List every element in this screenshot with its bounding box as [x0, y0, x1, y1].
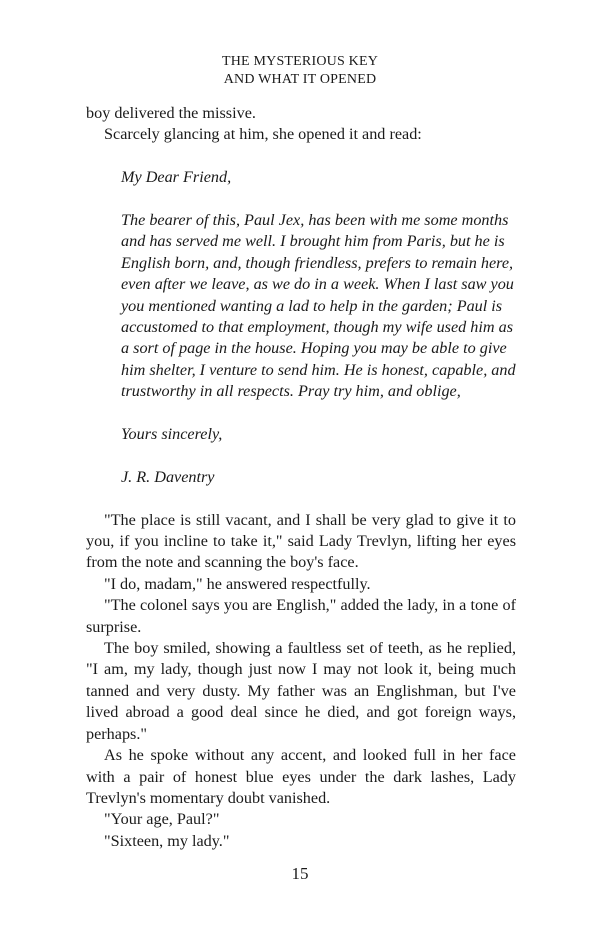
paragraph: Scarcely glancing at him, she opened it and read:: [104, 125, 422, 144]
letter-salutation: My Dear Friend,: [121, 168, 232, 187]
page-number: 15: [291, 864, 309, 883]
paragraph: "Your age, Paul?": [104, 810, 220, 829]
running-head-line-1: THE MYSTERIOUS KEY: [221, 54, 379, 69]
spacer: [121, 445, 516, 466]
spacer: [121, 189, 516, 210]
letter-block: [121, 167, 516, 488]
paragraph: "Sixteen, my lady.": [104, 831, 230, 850]
paragraph-continuation: boy delivered the missive.: [86, 104, 256, 122]
spacer: [86, 146, 516, 167]
paragraph: "The place is still vacant, and I shall be very glad to give it to you, if you incline to take it," said Lady Trevlyn, lifting her eyes from the note and scanning the boy's face.: [86, 510, 516, 572]
letter-body: The bearer of this, Paul Jex, has been with me some months and has served me well. I brought him from Paris, but he is English born, and, though friendless, prefers to remain here, even after we leave, as we do in a week. When I last saw you you mentioned wanting a lad to help in the garden; Paul is accustomed to that employment, though my wife used him as a sort of page in the house. Hoping you may be able to give him shelter, I venture to send him. He is honest, capable, and trustworthy in all respects. Pray try him, and oblige,: [121, 211, 516, 401]
letter-signature: J. R. Daventry: [121, 467, 215, 486]
paragraph: As he spoke without any accent, and looked full in her face with a pair of honest blue eyes under the dark lashes, Lady Trevlyn's momentary doubt vanished.: [86, 746, 516, 807]
paragraph: "I do, madam," he answered respectfully.: [104, 574, 371, 593]
body-text: [86, 103, 516, 852]
letter-closing: Yours sincerely,: [121, 425, 223, 444]
spacer: [121, 403, 516, 424]
paragraph: "The colonel says you are English," added the lady, in a tone of surprise.: [86, 596, 516, 636]
spacer: [86, 488, 516, 509]
paragraph: The boy smiled, showing a faultless set of teeth, as he replied, "I am, my lady, though just now I may not look it, being much tanned and very dusty. My father was an Englishman, but I've lived abroad a good deal since he died, and got foreign ways, perhaps.": [86, 639, 516, 743]
running-head-line-2: AND WHAT IT OPENED: [223, 72, 377, 87]
